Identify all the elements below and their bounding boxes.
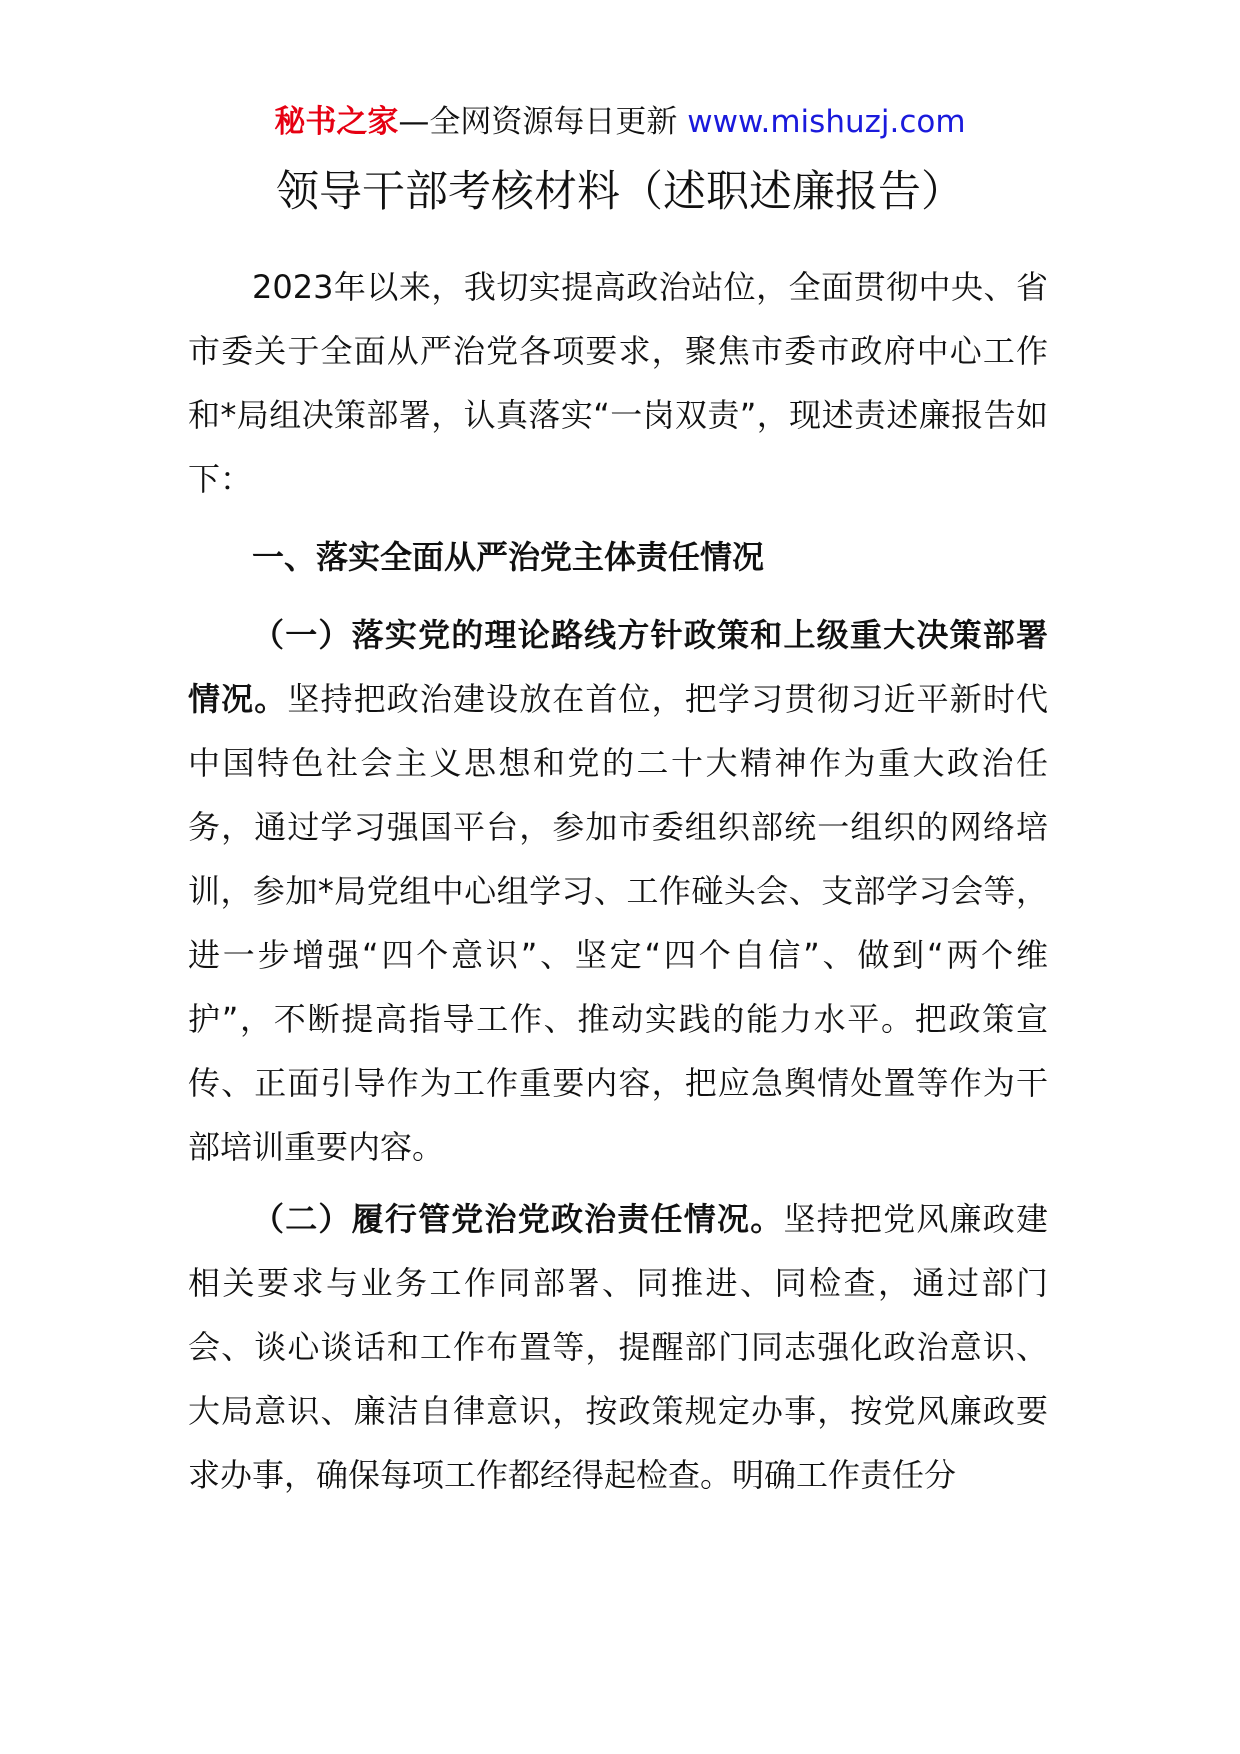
document-body (188, 255, 1048, 1507)
site-url-link[interactable]: www.mishuzj.com (687, 104, 966, 140)
subsection-paragraph-2 (188, 1187, 1048, 1507)
document-title: 领导干部考核材料（述职述廉报告） (276, 167, 964, 217)
site-brand: 秘书之家 (274, 104, 399, 140)
intro-paragraph: 2023年以来，我切实提高政治站位，全面贯彻中央、省市委关于全面从严治党各项要求，聚焦市委市政府中心工作和*局组决策部署，认真落实“一岗双责”，现述责述廉报告如下： (188, 268, 1048, 498)
section-heading-1: 一、落实全面从严治党主体责任情况 (252, 538, 765, 576)
subsection-heading-2: （二）履行管党治党政治责任情况。 (252, 1200, 784, 1238)
site-tagline: —全网资源每日更新 (398, 104, 688, 140)
subsection-heading-1: （一）落实党的理论路线方针政策和上级重大决策部署情况。 (188, 616, 1048, 718)
subsection-text-1: 坚持把政治建设放在首位，把学习贯彻习近平新时代中国特色社会主义思想和党的二十大精神作为重大政治任务，通过学习强国平台，参加市委组织部统一组织的网络培训，参加*局党组中心组学习、工作碰头会、支部学习会等，进一步增强“四个意识”、坚定“四个自信”、做到“两个维护”，不断提高指导工作、推动实践的能力水平。把政策宣传、正面引导作为工作重要内容，把应急舆情处置等作为干部培训重要内容。 (188, 680, 1048, 1166)
subsection-paragraph-1 (188, 603, 1048, 1179)
site-header (0, 100, 1240, 144)
subsection-text-2: 坚持把党风廉政建相关要求与业务工作同部署、同推进、同检查，通过部门会、谈心谈话和工作布置等，提醒部门同志强化政治意识、大局意识、廉洁自律意识，按政策规定办事，按党风廉政要求办事，确保每项工作都经得起检查。明确工作责任分 (188, 1200, 1048, 1494)
